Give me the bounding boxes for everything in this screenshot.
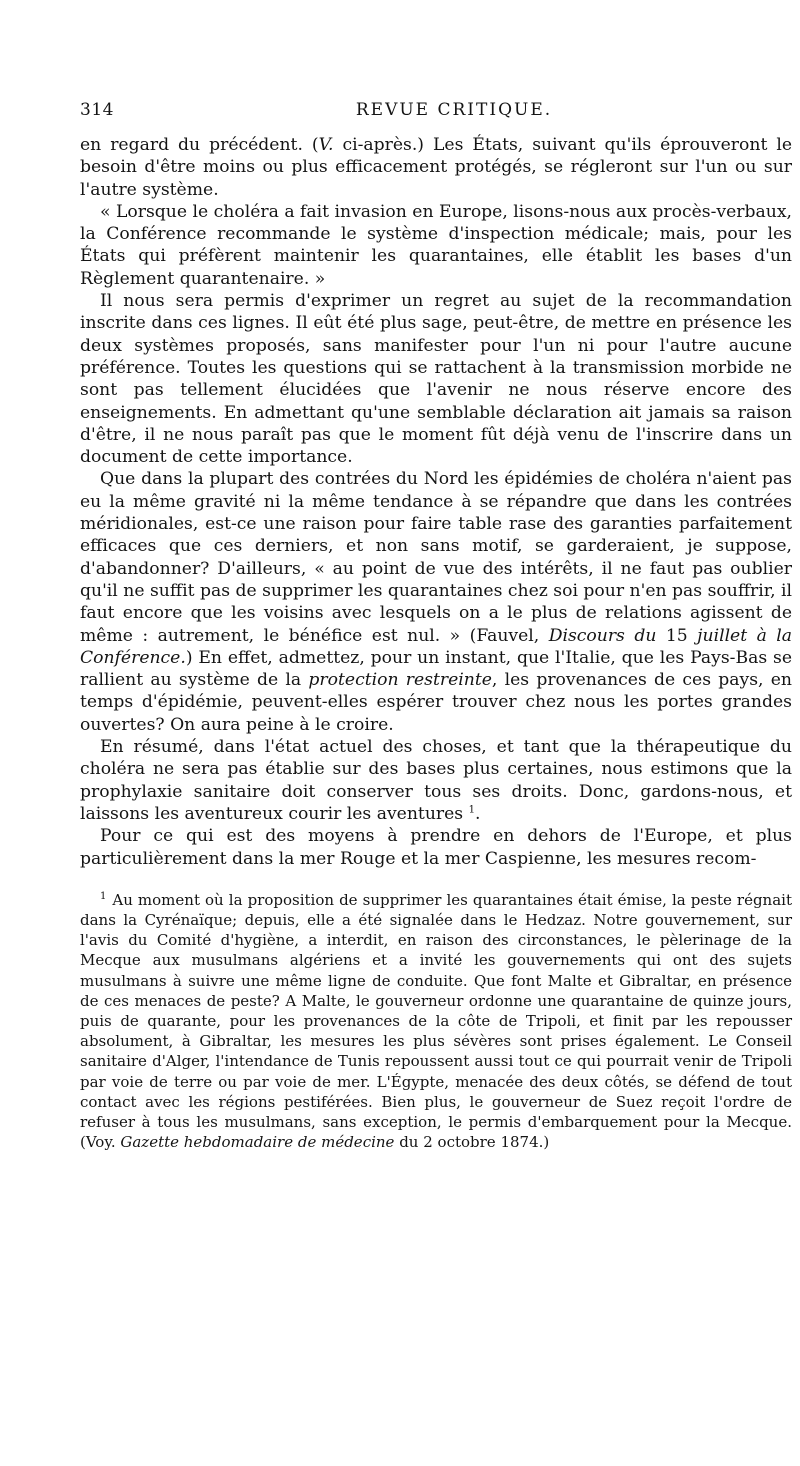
- text-run: ci-après.) Les États, suivant qu'ils éprouveront le besoin d'être moins ou plus efficacement protégés, se régleront sur l'un ou sur l'autre système.: [80, 135, 792, 200]
- text-run: .: [474, 803, 481, 824]
- italic-text: protection restreinte: [308, 670, 492, 691]
- paragraph: [80, 736, 792, 825]
- paragraph: [80, 290, 792, 468]
- footnote-reference: 1: [468, 804, 475, 816]
- footnote-mark: 1: [100, 890, 107, 902]
- text-run: Pour ce qui est des moyens à prendre en dehors de l'Europe, et plus particulièrement dans la mer Rouge et la mer Caspienne, les mesures recom-: [80, 826, 792, 869]
- italic-text: juillet à la Conférence.: [80, 625, 793, 668]
- text-run: en regard du précédent. (: [80, 135, 319, 155]
- footnotes: [80, 890, 792, 1153]
- body-text: [80, 134, 792, 870]
- text-run: du 2 octobre 1874.): [394, 1133, 550, 1152]
- text-run: ) En effet, admettez, pour un instant, que l'Italie, que les Pays-Bas se rallient au système de la: [80, 647, 792, 691]
- italic-text: V.: [318, 135, 334, 155]
- italic-text: Discours du: [548, 625, 657, 646]
- text-run: 15: [656, 625, 698, 646]
- italic-text: Gazette hebdomadaire de médecine: [120, 1133, 395, 1152]
- page-number: 314: [80, 100, 114, 120]
- text-run: En résumé, dans l'état actuel des choses, et tant que la thérapeutique du choléra ne sera pas établie sur des bases plus certaines, nous estimons que la prophylaxie sanitaire doit conserver tous ses droits. Donc, gardons-nous, et laissons les aventureux courir les aventures: [80, 737, 792, 824]
- text-run: Il nous sera permis d'exprimer un regret au sujet de la recommandation inscrite dans ces lignes. Il eût été plus sage, peut-être, de mettre en présence les deux systèmes proposés, sans manifester pour l'un ni pour l'autre aucune préférence. Toutes les questions qui se rattachent à la transmission morbide ne sont pas tellement élucidées que l'avenir ne nous réserve encore des enseignements. En admettant qu'une semblable déclaration ait jamais sa raison d'être, il ne nous paraît pas que le moment fût déjà venu de l'inscrire dans un document de cette importance.: [80, 291, 792, 468]
- paragraph: [80, 825, 792, 870]
- running-head: REVUE CRITIQUE.: [355, 100, 553, 120]
- text-run: Que dans la plupart des contrées du Nord les épidémies de choléra n'aient pas eu la même gravité ni la même tendance à se répandre que dans les contrées méridionales, est-ce une raison pour faire table rase des garanties parfaitement efficaces que ces derniers, et non sans motif, se garderaient, je suppose, d'abandonner? D'ailleurs, « au point de vue des intérêts, il ne faut pas oublier qu'il ne suffit pas de supprimer les quarantaines chez soi pour n'en pas souffrir, il faut encore que les voisins avec lesquels on a le plus de relations agissent de même : autrement, le bénéfice est nul. » (Fauvel,: [80, 469, 792, 646]
- text-run: , les provenances de ces pays, en temps d'épidémie, peuvent-elles espérer trouver chez nous les portes grandes ouvertes? On aura peine à le croire.: [80, 670, 792, 735]
- paragraph: [80, 468, 792, 736]
- page: [80, 100, 792, 1152]
- paragraph: [80, 201, 792, 290]
- text-run: « Lorsque le choléra a fait invasion en Europe, lisons-nous aux procès-verbaux, la Conférence recommande le système d'inspection médicale; mais, pour les États qui préfèrent maintenir les quarantaines, elle établit les bases d'un Règlement quarantenaire. »: [80, 201, 792, 289]
- footnote: [80, 890, 792, 1153]
- paragraph: [80, 134, 792, 201]
- text-run: Au moment où la proposition de supprimer les quarantaines était émise, la peste régnait dans la Cyrénaïque; depuis, elle a été signalée dans le Hedzaz. Notre gouvernement, sur l'avis du Comité d'hygiène, a interdit, en raison des circonstances, le pèlerinage de la Mecque aux musulmans algériens et a invité les gouvernements qui ont des sujets musulmans à suivre une même ligne de conduite. Que font Malte et Gibraltar, en présence de ces menaces de peste? A Malte, le gouverneur ordonne une quarantaine de quinze jours, puis de quarante, pour les provenances de la côte de Tripoli, et finit par les repousser absolument, à Gibraltar, les mesures les plus sévères sont prises également. Le Conseil sanitaire d'Alger, l'intendance de Tunis repoussent aussi tout ce qui pourrait venir de Tripoli par voie de terre ou par voie de mer. L'Égypte, menacée des deux côtés, se défend de tout contact avec les régions pestiférées. Bien plus, le gouverneur de Suez reçoit l'ordre de refuser à tous les musulmans, sans exception, le permis d'embarquement pour la Mecque. (Voy.: [80, 890, 792, 1152]
- page-header: [80, 100, 792, 134]
